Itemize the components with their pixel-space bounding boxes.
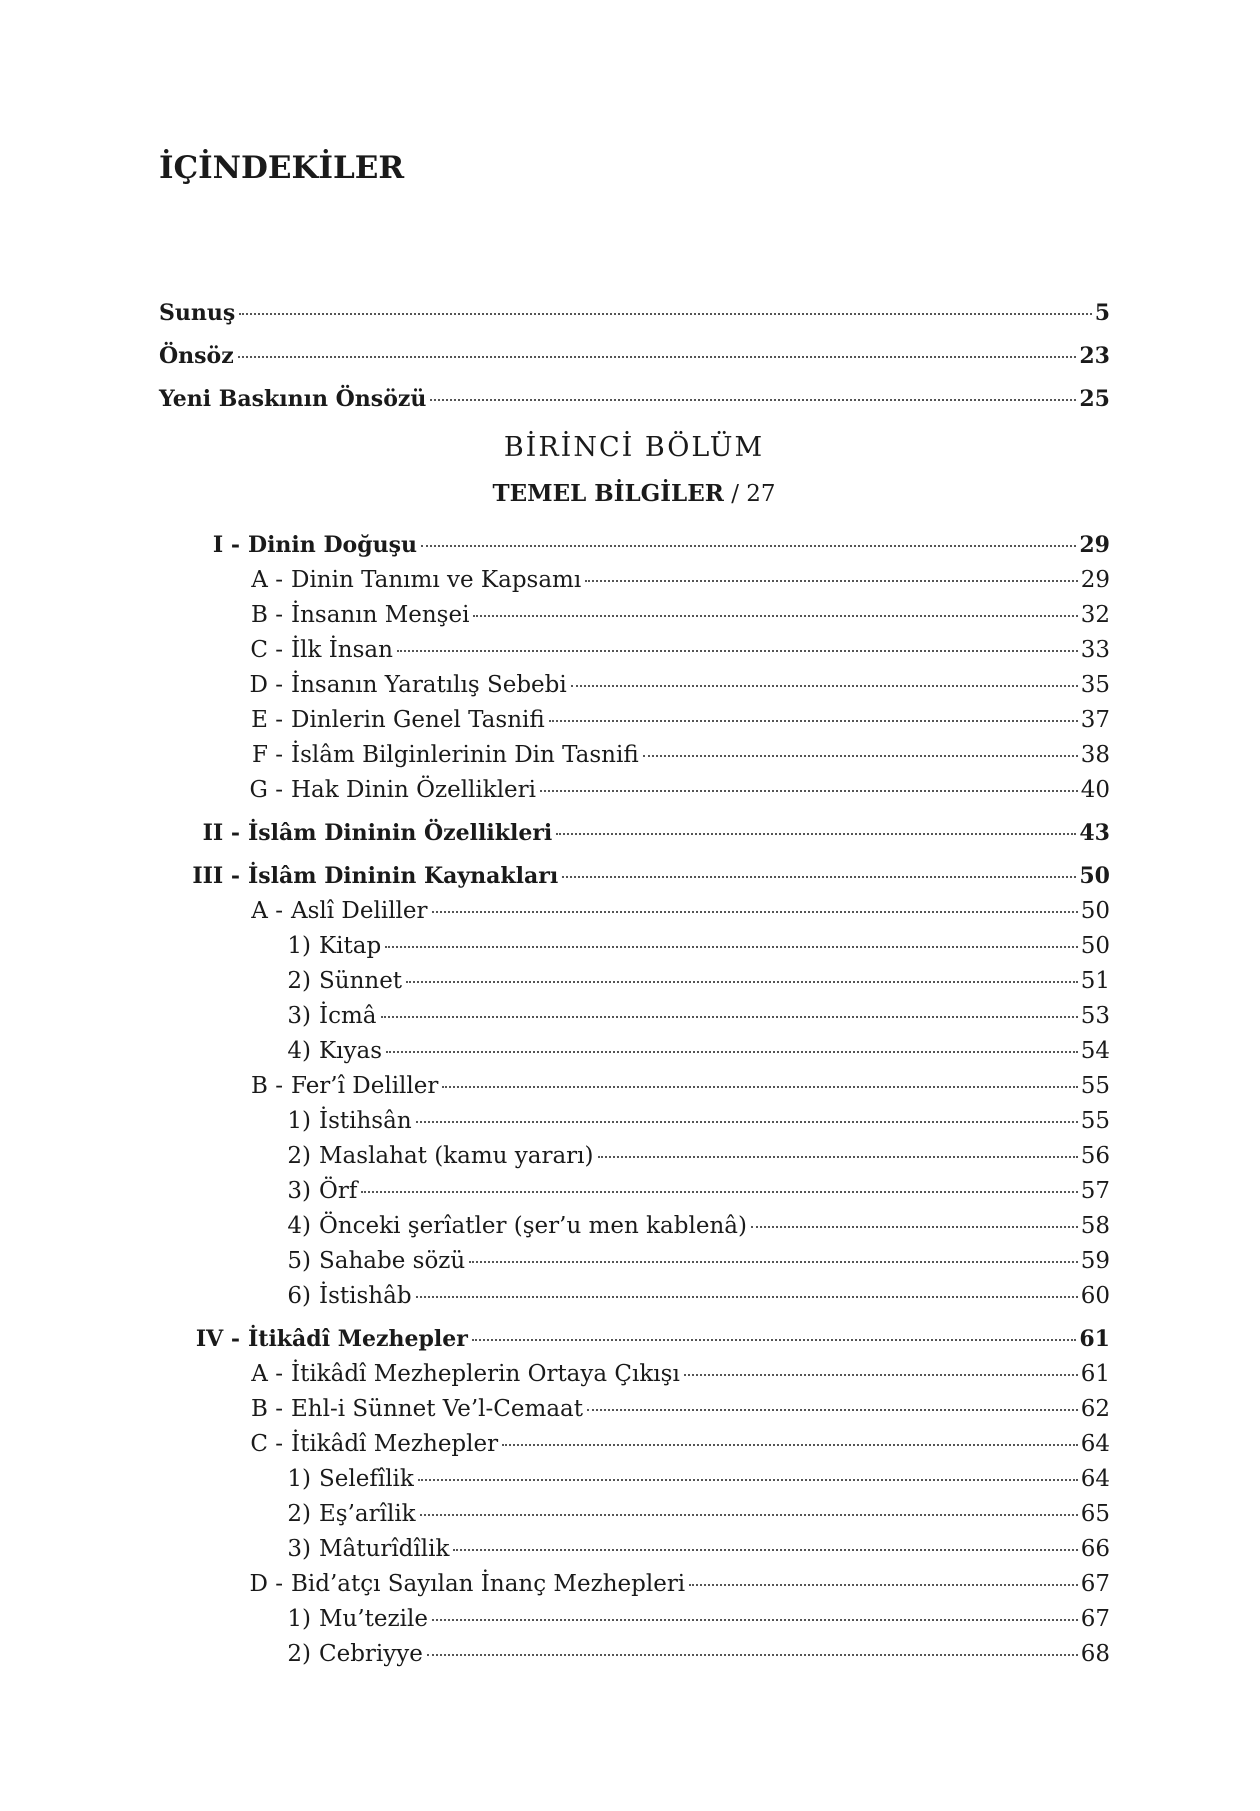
toc-entry-page: 43 (1079, 820, 1110, 846)
toc-entry-page: 33 (1080, 637, 1110, 663)
toc-entry-label: İslâm Dininin Özellikleri (248, 820, 553, 846)
toc-entry-number: I - (212, 532, 240, 558)
toc-entry-page: 60 (1080, 1283, 1110, 1309)
toc-entry[interactable] (243, 1571, 1110, 1605)
dot-leader (397, 650, 1078, 652)
page-title: İÇİNDEKİLER (159, 150, 405, 186)
toc-entry-label: Selefîlik (319, 1466, 414, 1492)
toc-entry-number: D - (249, 1571, 283, 1597)
toc-entry[interactable] (243, 637, 1110, 671)
toc-entry-label: Bid’atçı Sayılan İnanç Mezhepleri (291, 1571, 686, 1597)
toc-entry-number: G - (249, 777, 283, 803)
dot-leader (386, 1051, 1078, 1053)
toc-entry-label: İtikâdî Mezhepler (291, 1431, 499, 1457)
toc-entry-label: Hak Dinin Özellikleri (291, 777, 537, 803)
toc-entry-page: 62 (1080, 1396, 1110, 1422)
dot-leader (684, 1374, 1078, 1376)
toc-entry[interactable] (243, 1073, 1110, 1107)
toc-entry-page: 53 (1080, 1003, 1110, 1029)
toc-entry[interactable] (190, 532, 1110, 566)
toc-entry-page: 35 (1080, 672, 1110, 698)
toc-entry-label: İtikâdî Mezheplerin Ortaya Çıkışı (291, 1361, 680, 1387)
toc-entry-label: Sunuş (159, 300, 236, 326)
dot-leader (587, 1409, 1078, 1411)
toc-entry-number: B - (251, 1073, 283, 1099)
toc-entry-label: Fer’î Deliller (291, 1073, 439, 1099)
toc-entry-page: 23 (1079, 343, 1110, 369)
toc-entry[interactable] (283, 1178, 1110, 1212)
dot-leader (442, 1086, 1077, 1088)
toc-entry-number: 3) (287, 1178, 311, 1204)
toc-entry-page: 25 (1079, 386, 1110, 412)
toc-entry-label: Sünnet (319, 968, 403, 994)
toc-entry-page: 29 (1080, 567, 1110, 593)
toc-entry[interactable] (190, 863, 1110, 897)
toc-entry-page: 64 (1080, 1466, 1110, 1492)
toc-entry-page: 55 (1080, 1108, 1110, 1134)
dot-leader (540, 790, 1078, 792)
toc-entry-page: 29 (1079, 532, 1110, 558)
toc-entry-label: Önsöz (159, 343, 234, 369)
dot-leader (585, 580, 1078, 582)
toc-entry[interactable] (243, 898, 1110, 932)
toc-entry-page: 57 (1080, 1178, 1110, 1204)
toc-entry-label: Eş’arîlik (319, 1501, 416, 1527)
toc-entry-label: İnsanın Menşei (291, 602, 470, 628)
dot-leader (549, 720, 1078, 722)
toc-entry-label: İstihsân (319, 1108, 412, 1134)
dot-leader (473, 615, 1077, 617)
dot-leader (562, 876, 1076, 878)
toc-entry[interactable] (283, 1038, 1110, 1072)
dot-leader (571, 685, 1078, 687)
toc-entry[interactable] (283, 1606, 1110, 1640)
section-title-page: / 27 (731, 481, 776, 507)
toc-entry-number: 2) (287, 968, 311, 994)
dot-leader (427, 1654, 1078, 1656)
toc-entry-number: D - (249, 672, 283, 698)
toc-entry-page: 56 (1080, 1143, 1110, 1169)
toc-entry-page: 50 (1079, 863, 1110, 889)
toc-entry-label: Mâturîdîlik (319, 1536, 450, 1562)
toc-entry-label: İlk İnsan (291, 637, 393, 663)
toc-entry-number: F - (251, 742, 283, 768)
toc-entry-number: 3) (287, 1003, 311, 1029)
toc-entry-number: A - (251, 1361, 283, 1387)
toc-entry-number: 6) (287, 1283, 311, 1309)
toc-entry-label: İstishâb (319, 1283, 412, 1309)
toc-entry-label: Mu’tezile (319, 1606, 428, 1632)
dot-leader (421, 545, 1076, 547)
toc-entry-page: 68 (1080, 1641, 1110, 1667)
dot-leader (689, 1584, 1078, 1586)
toc-entry-label: İslâm Bilginlerinin Din Tasnifi (291, 742, 639, 768)
toc-entry-number: B - (251, 602, 283, 628)
toc-entry-number: III - (192, 863, 240, 889)
dot-leader (406, 981, 1078, 983)
toc-entry[interactable] (283, 968, 1110, 1002)
toc-entry-number: 2) (287, 1641, 311, 1667)
toc-entry-page: 61 (1079, 1326, 1110, 1352)
toc-entry-number: 5) (287, 1248, 311, 1274)
toc-entry-number: A - (251, 567, 283, 593)
toc-entry-number: B - (251, 1396, 283, 1422)
toc-entry-label: İslâm Dininin Kaynakları (248, 863, 559, 889)
toc-entry[interactable] (190, 820, 1110, 854)
toc-entry-page: 64 (1080, 1431, 1110, 1457)
dot-leader (598, 1156, 1078, 1158)
toc-entry-page: 5 (1094, 300, 1110, 326)
toc-entry-label: Dinlerin Genel Tasnifi (291, 707, 545, 733)
toc-entry-yeni-baski-onsozu[interactable] (159, 386, 1110, 420)
toc-entry-number: II - (202, 820, 240, 846)
dot-leader (432, 911, 1078, 913)
toc-entry-label: Dinin Doğuşu (248, 532, 417, 558)
toc-entry[interactable] (283, 1143, 1110, 1177)
toc-entry-number: A - (251, 898, 283, 924)
dot-leader (238, 356, 1077, 358)
dot-leader (420, 1514, 1078, 1516)
toc-entry-page: 51 (1080, 968, 1110, 994)
toc-entry-number: 3) (287, 1536, 311, 1562)
toc-entry-page: 50 (1080, 933, 1110, 959)
dot-leader (432, 1619, 1078, 1621)
toc-entry-page: 38 (1080, 742, 1110, 768)
toc-entry-number: 1) (287, 1108, 311, 1134)
toc-entry-number: E - (251, 707, 283, 733)
toc-entry-label: Ehl-i Sünnet Ve’l-Cemaat (291, 1396, 583, 1422)
dot-leader (381, 1016, 1078, 1018)
dot-leader (472, 1339, 1077, 1341)
toc-entry-page: 66 (1080, 1536, 1110, 1562)
toc-entry[interactable] (283, 1466, 1110, 1500)
toc-entry[interactable] (243, 707, 1110, 741)
toc-entry-sunus[interactable] (159, 300, 1110, 334)
toc-entry[interactable] (190, 1326, 1110, 1360)
toc-entry-page: 32 (1080, 602, 1110, 628)
toc-entry-label: Maslahat (kamu yararı) (319, 1143, 594, 1169)
toc-entry-page: 65 (1080, 1501, 1110, 1527)
toc-entry-number: 2) (287, 1501, 311, 1527)
toc-entry-number: 1) (287, 1606, 311, 1632)
toc-entry-page: 50 (1080, 898, 1110, 924)
toc-entry[interactable] (243, 567, 1110, 601)
toc-entry[interactable] (283, 1501, 1110, 1535)
dot-leader (416, 1121, 1078, 1123)
toc-entry[interactable] (283, 1536, 1110, 1570)
toc-entry-label: İtikâdî Mezhepler (248, 1326, 468, 1352)
toc-entry-label: Kıyas (319, 1038, 383, 1064)
toc-entry[interactable] (283, 1248, 1110, 1282)
toc-entry[interactable] (243, 742, 1110, 776)
toc-entry-label: Kitap (319, 933, 382, 959)
toc-entry-page: 54 (1080, 1038, 1110, 1064)
toc-entry-page: 61 (1080, 1361, 1110, 1387)
toc-entry-number: C - (250, 637, 283, 663)
dot-leader (385, 946, 1078, 948)
toc-entry-number: IV - (195, 1326, 240, 1352)
section-label: BİRİNCİ BÖLÜM (503, 432, 765, 463)
dot-leader (643, 755, 1078, 757)
dot-leader (430, 399, 1076, 401)
dot-leader (556, 833, 1076, 835)
dot-leader (418, 1479, 1078, 1481)
toc-entry[interactable] (243, 672, 1110, 706)
dot-leader (469, 1261, 1077, 1263)
toc-entry-label: İnsanın Yaratılış Sebebi (291, 672, 567, 698)
toc-entry-number: 4) (287, 1213, 311, 1239)
toc-entry[interactable] (283, 1283, 1110, 1317)
dot-leader (239, 313, 1091, 315)
section-title (159, 480, 1109, 507)
toc-entry-page: 55 (1080, 1073, 1110, 1099)
toc-entry-label: İcmâ (319, 1003, 377, 1029)
dot-leader (453, 1549, 1077, 1551)
toc-entry-page: 58 (1080, 1213, 1110, 1239)
toc-entry-page: 67 (1080, 1606, 1110, 1632)
toc-entry-page: 37 (1080, 707, 1110, 733)
toc-entry[interactable] (283, 1108, 1110, 1142)
toc-entry[interactable] (243, 777, 1110, 811)
toc-entry-page: 59 (1080, 1248, 1110, 1274)
toc-entry-page: 40 (1080, 777, 1110, 803)
toc-entry-label: Yeni Baskının Önsözü (159, 386, 427, 412)
toc-entry-label: Önceki şerîatler (şer’u men kablenâ) (319, 1213, 747, 1239)
toc-entry[interactable] (283, 1003, 1110, 1037)
toc-entry-label: Aslî Deliller (291, 898, 428, 924)
toc-entry[interactable] (283, 1213, 1110, 1247)
toc-entry[interactable] (243, 1396, 1110, 1430)
toc-entry[interactable] (283, 1641, 1110, 1675)
toc-entry-number: C - (250, 1431, 283, 1457)
toc-entry[interactable] (243, 602, 1110, 636)
toc-entry-number: 4) (287, 1038, 311, 1064)
toc-entry-label: Sahabe sözü (319, 1248, 466, 1274)
toc-entry[interactable] (243, 1431, 1110, 1465)
toc-entry-number: 2) (287, 1143, 311, 1169)
toc-entry-label: Dinin Tanımı ve Kapsamı (291, 567, 582, 593)
toc-entry-label: Cebriyye (319, 1641, 423, 1667)
dot-leader (361, 1191, 1077, 1193)
toc-entry-number: 1) (287, 1466, 311, 1492)
dot-leader (751, 1226, 1078, 1228)
section-title-text: TEMEL BİLGİLER (492, 480, 724, 507)
toc-entry-number: 1) (287, 933, 311, 959)
toc-entry-label: Örf (319, 1178, 358, 1204)
toc-entry-page: 67 (1080, 1571, 1110, 1597)
toc-entry[interactable] (243, 1361, 1110, 1395)
toc-entry-onsoz[interactable] (159, 343, 1110, 377)
dot-leader (416, 1296, 1078, 1298)
dot-leader (502, 1444, 1078, 1446)
toc-entry[interactable] (283, 933, 1110, 967)
